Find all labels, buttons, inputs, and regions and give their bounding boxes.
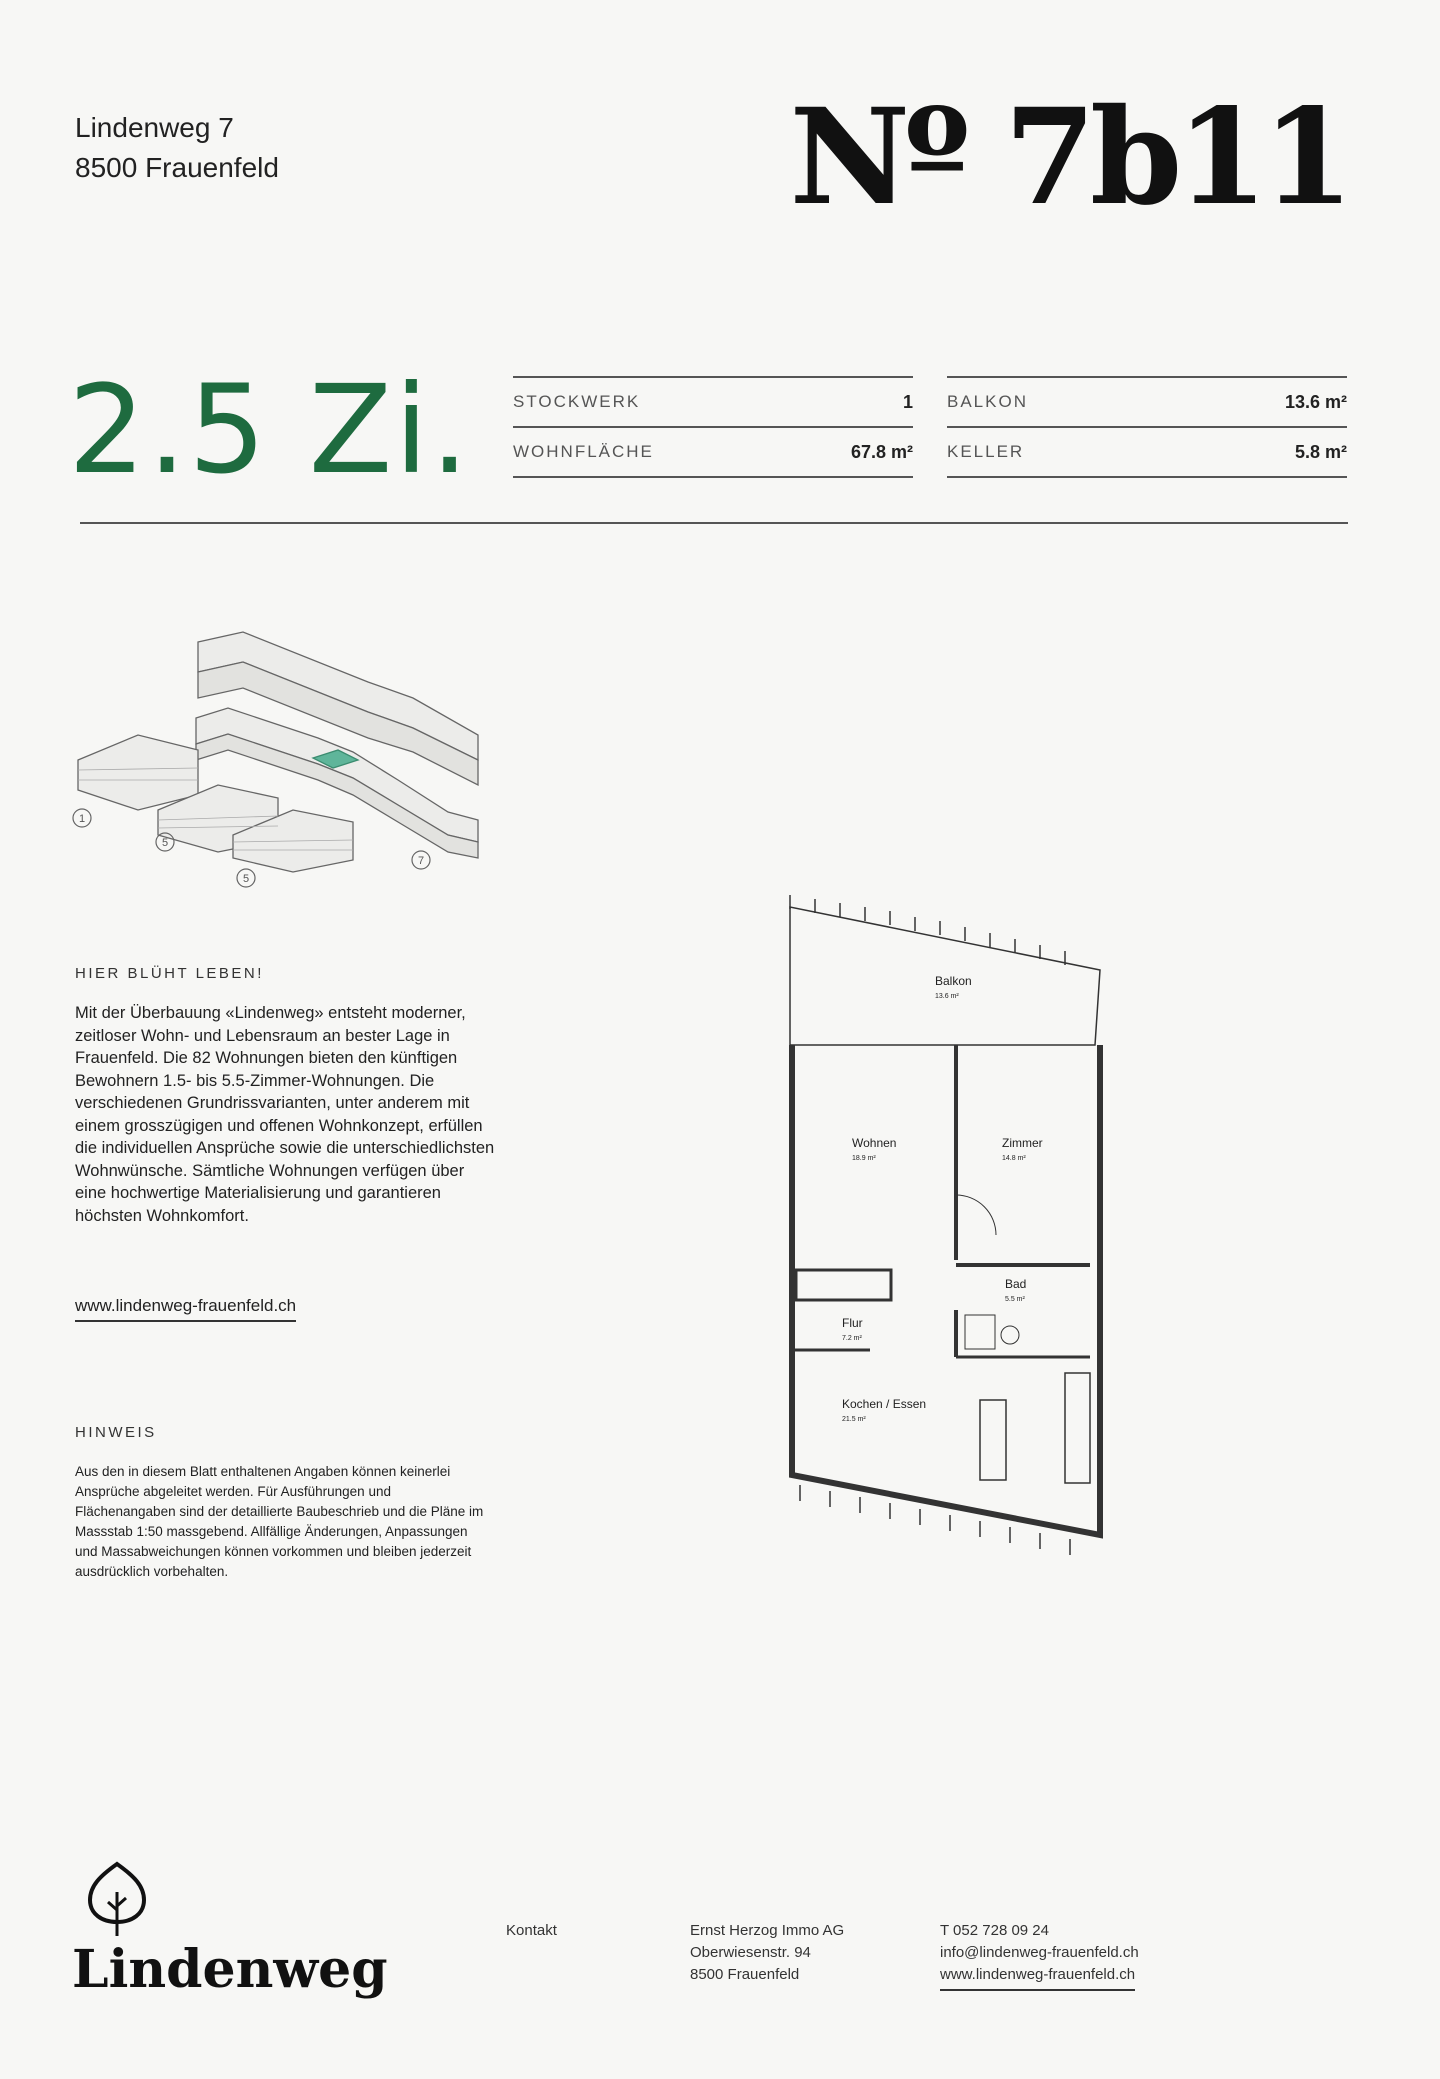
company-city: 8500 Frauenfeld [690, 1966, 800, 1983]
room-name-balcony: Balkon [935, 974, 972, 988]
spec-label: WOHNFLÄCHE [513, 442, 654, 461]
room-area-living: 18.9 m² [852, 1155, 876, 1162]
room-name-living: Wohnen [852, 1136, 897, 1150]
room-name-room: Zimmer [1002, 1136, 1043, 1150]
unit-number: Nº 7b11 [789, 80, 1348, 235]
address [75, 108, 279, 188]
room-area-balcony: 13.6 m² [935, 993, 959, 1000]
spec-row-balcony [947, 376, 1347, 426]
spec-value: 5.8 m² [1294, 441, 1347, 462]
spec-label: BALKON [947, 392, 1028, 411]
spec-value: 1 [902, 391, 913, 412]
spec-row-floor [513, 376, 913, 426]
room-name-bath: Bad [1005, 1277, 1027, 1291]
spec-row-cellar [947, 426, 1347, 478]
building-marker-2: 5 [161, 837, 169, 849]
company-street: Oberwiesenstr. 94 [690, 1944, 811, 1961]
website-link[interactable]: www.lindenweg-frauenfeld.ch [75, 1296, 296, 1322]
room-area-hall: 7.2 m² [842, 1335, 862, 1342]
room-area-kitchen: 21.5 m² [842, 1416, 866, 1423]
spec-row-living-area [513, 426, 913, 478]
room-name-hall: Flur [842, 1316, 863, 1330]
note-body: Aus den in diesem Blatt enthaltenen Angaben können keinerlei Ansprüche abgeleitet werden. Für Ausführungen und Flächenangaben sind der detaillierte Baubeschrieb und die Pläne im Massstab 1:50 massgebend. Allfällige Änderungen, Anpassungen und Massabweichungen können vorkommen und bleiben jederzeit ausdrücklich vorbehalten. [75, 1464, 484, 1579]
divider [80, 522, 1348, 524]
linden-leaf-logo-icon [72, 1858, 162, 1938]
room-area-bath: 5.5 m² [1005, 1296, 1025, 1303]
contact-label: Kontakt [506, 1922, 557, 1939]
building-marker-1: 1 [78, 813, 86, 825]
building-marker-3: 5 [242, 873, 250, 885]
building-marker-4: 7 [417, 855, 425, 867]
address-street: Lindenweg 7 [75, 112, 234, 143]
rooms-count: 2.5 Zi. [68, 359, 472, 501]
phone-number[interactable]: T 052 728 09 24 [940, 1922, 1049, 1939]
contact-details [940, 1920, 1139, 1991]
email-link[interactable]: info@lindenweg-frauenfeld.ch [940, 1944, 1139, 1961]
room-name-kitchen: Kochen / Essen [842, 1397, 927, 1411]
spec-label: STOCKWERK [513, 392, 641, 411]
spec-table-left [513, 376, 913, 478]
spec-value: 13.6 m² [1284, 391, 1347, 412]
building-site-illustration [68, 620, 498, 890]
intro-body: Mit der Überbauung «Lindenweg» entsteht moderner, zeitloser Wohn- und Lebensraum an bester Lage in Frauenfeld. Die 82 Wohnungen bieten den künftigen Bewohnern 1.5- bis 5.5-Zimmer-Wohnungen. Die verschiedenen Grundrissvarianten, unter anderem mit einem grosszügigen und offenen Wohnkonzept, erfüllen die individuellen Ansprüche sowie die unterschiedlichsten Wohnwünsche. Sämtliche Wohnungen verfügen über eine hochwertige Materialisierung und garantieren höchsten Wohnkomfort. [75, 1004, 495, 1225]
spec-label: KELLER [947, 442, 1025, 461]
floor-plan [770, 895, 1140, 1595]
company-name: Ernst Herzog Immo AG [690, 1922, 845, 1939]
spec-table-right [947, 376, 1347, 478]
note-heading: HINWEIS [75, 1424, 157, 1441]
spec-value: 67.8 m² [850, 441, 913, 462]
intro-heading: HIER BLÜHT LEBEN! [75, 965, 264, 982]
room-area-room: 14.8 m² [1002, 1155, 1026, 1162]
footer-website-link[interactable]: www.lindenweg-frauenfeld.ch [940, 1964, 1135, 1991]
brand-logo-text: Lindenweg [72, 1939, 388, 2000]
contact-company [690, 1920, 844, 1986]
address-city: 8500 Frauenfeld [75, 152, 279, 183]
